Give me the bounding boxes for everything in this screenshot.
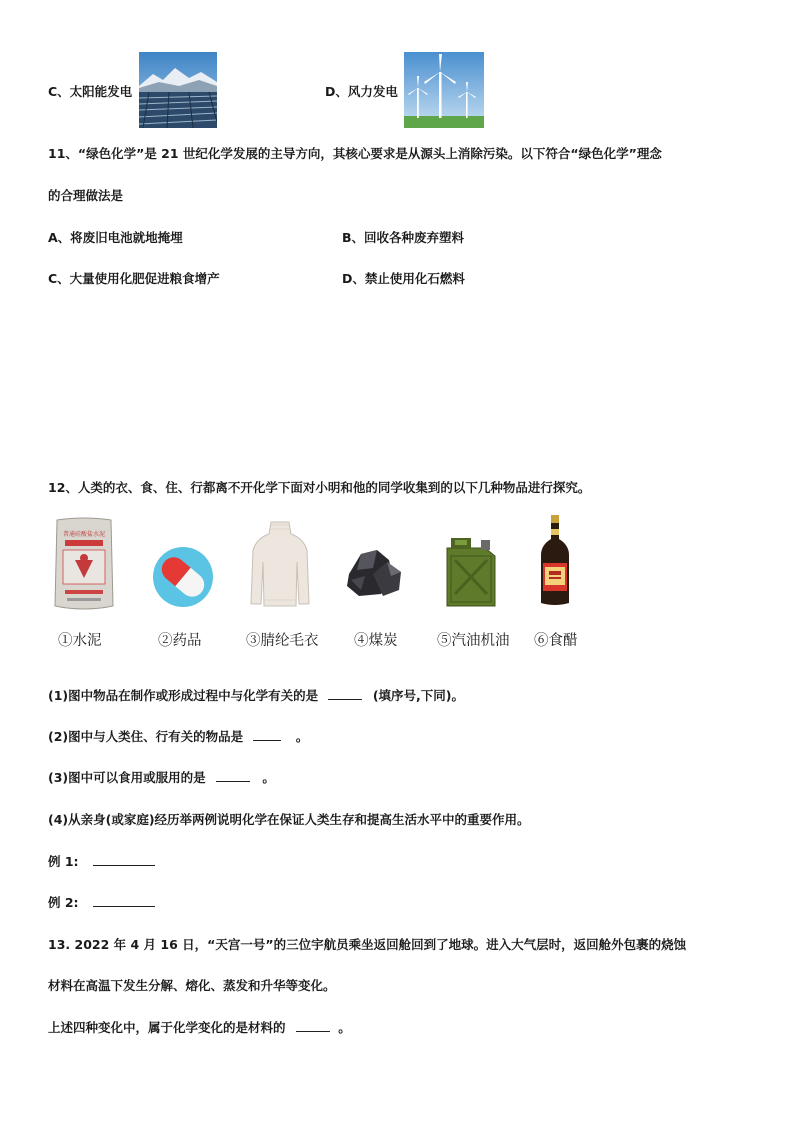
answer-blank-example2[interactable] (93, 894, 155, 907)
q10-option-c: C、太阳能发电 (48, 84, 133, 99)
answer-blank-1[interactable] (328, 687, 362, 700)
solar-farm-image (139, 52, 217, 128)
q13-stem-line3 (48, 1018, 351, 1036)
q11-option-a: A、将废旧电池就地掩埋 (48, 230, 183, 245)
item-label-vinegar: ⑥食醋 (534, 633, 578, 649)
example1-label: 例 1: (48, 854, 79, 869)
answer-blank-2[interactable] (253, 728, 281, 741)
answer-blank-3[interactable] (216, 769, 250, 782)
item-label-sweater: ③腈纶毛衣 (246, 633, 319, 649)
q13-stem-line3-text: 上述四种变化中，属于化学变化的是材料的 (48, 1020, 286, 1035)
sweater-icon (249, 520, 311, 608)
q11-option-b: B、回收各种废弃塑料 (342, 230, 465, 245)
answer-blank-q13[interactable] (296, 1019, 330, 1032)
q12-sub2 (48, 727, 308, 745)
q12-sub2-end: 。 (295, 729, 309, 744)
item-label-medicine: ②药品 (158, 633, 202, 649)
q12-sub3-end: 。 (262, 770, 275, 785)
cement-bag-label: 普通硅酸盐水泥 (62, 531, 106, 538)
q11-option-d: D、禁止使用化石燃料 (342, 271, 465, 286)
q12-example1 (48, 852, 155, 870)
q12-example2 (48, 893, 155, 911)
q13-stem-line1: 13. 2022 年 4 月 16 日，“天宫一号”的三位宇航员乘坐返回舱回到了地球。进入大气层时，返回舱外包裹的烧蚀 (48, 937, 687, 952)
q13-stem-line2: 材料在高温下发生分解、熔化、蒸发和升华等变化。 (48, 978, 336, 993)
item-label-cement: ①水泥 (58, 633, 102, 649)
jerrycan-icon (441, 536, 499, 608)
q12-sub3-text: (3)图中可以食用或服用的是 (48, 770, 206, 785)
coal-icon (343, 544, 405, 600)
example2-label: 例 2: (48, 895, 79, 910)
q12-sub1-text: (1)图中物品在制作或形成过程中与化学有关的是 (48, 688, 319, 703)
q12-sub1 (48, 686, 464, 704)
q12-sub2-text: (2)图中与人类住、行有关的物品是 (48, 729, 244, 744)
q13-stem-line3-end: 。 (338, 1020, 351, 1035)
vinegar-bottle-icon (539, 515, 571, 607)
wind-turbine-image (404, 52, 484, 128)
q12-stem: 12、人类的衣、食、住、行都离不开化学下面对小明和他的同学收集到的以下几种物品进行探究。 (48, 480, 591, 495)
q12-sub1-note: (填序号,下同)。 (372, 688, 465, 703)
q11-stem-line2: 的合理做法是 (48, 188, 124, 203)
item-label-coal: ④煤炭 (354, 633, 398, 649)
q12-sub4: (4)从亲身(或家庭)经历举两例说明化学在保证人类生存和提高生活水平中的重要作用。 (48, 812, 530, 827)
q10-option-d: D、风力发电 (325, 84, 398, 99)
q11-stem-line1: 11、“绿色化学”是 21 世纪化学发展的主导方向，其核心要求是从源头上消除污染。以下符合“绿色化学”理念 (48, 146, 662, 161)
q11-option-c: C、大量使用化肥促进粮食增产 (48, 271, 220, 286)
q12-sub3 (48, 768, 275, 786)
answer-blank-example1[interactable] (93, 853, 155, 866)
cement-bag-icon (53, 516, 115, 612)
capsule-icon (152, 546, 214, 608)
item-label-oil: ⑤汽油机油 (437, 633, 510, 649)
